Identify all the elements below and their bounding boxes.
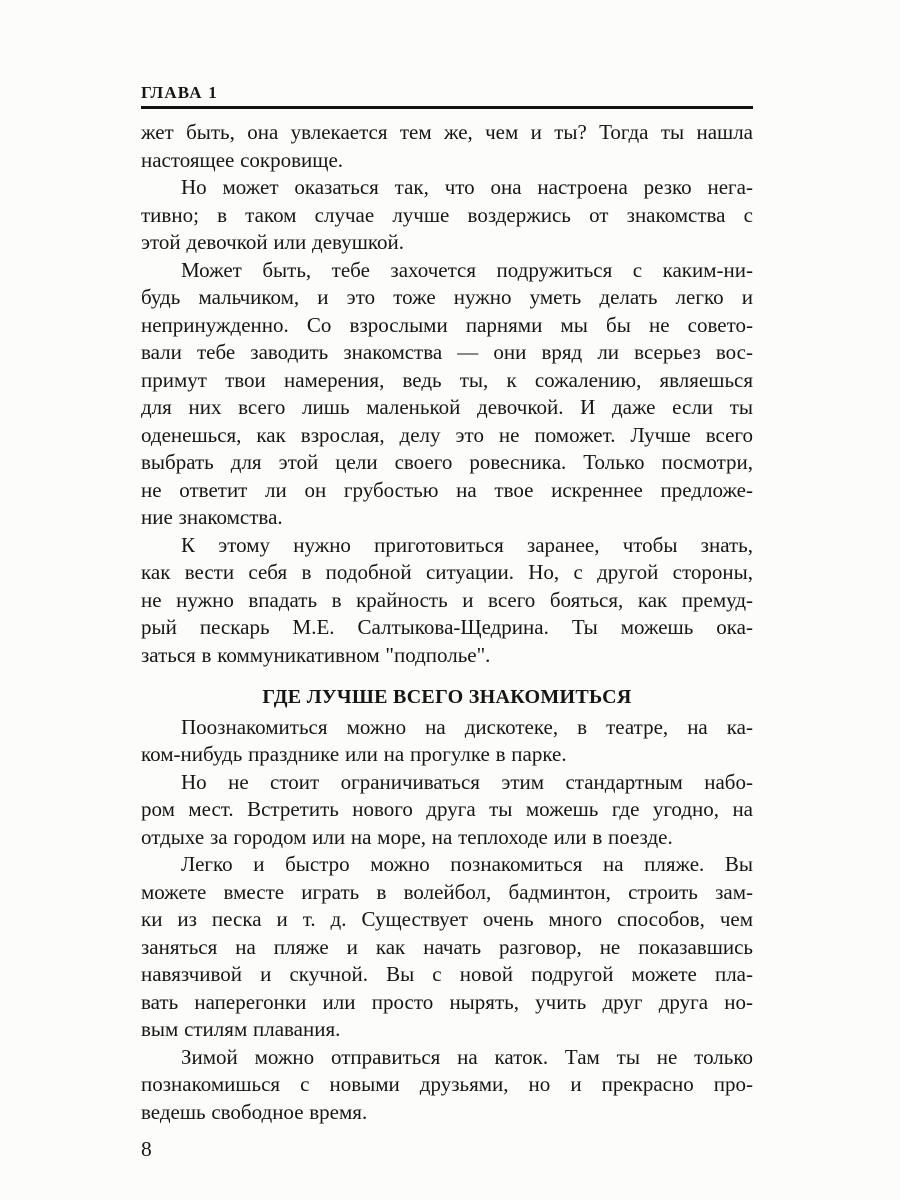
text-line: оденешься, как взрослая, делу это не поможет. Лучше всего	[141, 422, 753, 447]
text-line: этой девочкой или девушкой.	[141, 230, 405, 254]
text-line: ведешь свободное время.	[141, 1099, 368, 1124]
text-line: Легко и быстро можно познакомиться на пляже. Вы	[181, 852, 753, 876]
text-line: Поознакомиться можно на дискотеке, в театре, на ка-	[181, 714, 753, 739]
text-line: Зимой можно отправиться на каток. Там ты не только	[181, 1044, 753, 1069]
header-rule	[141, 106, 753, 109]
paragraph	[141, 257, 753, 532]
paragraph	[141, 532, 753, 670]
text-line: для них всего лишь маленькой девочкой. И даже если ты	[141, 395, 753, 419]
text-line: познакомишься с новыми друзьями, но и прекрасно про-	[141, 1072, 753, 1096]
text-line: вым стилям плавания.	[141, 1017, 341, 1041]
text-line: Но может оказаться так, что она настроена резко нега-	[181, 175, 753, 199]
text-line: примут твои намерения, ведь ты, к сожалению, являешься	[141, 367, 753, 392]
section-heading: ГДЕ ЛУЧШЕ ВСЕГО ЗНАКОМИТЬСЯ	[262, 686, 632, 708]
text-line: будь мальчиком, и это тоже нужно уметь делать легко и	[141, 285, 753, 309]
body-text	[141, 119, 753, 1126]
chapter-label: ГЛАВА 1	[141, 83, 218, 102]
text-line: вать наперегонки или просто нырять, учить друг друга но-	[141, 989, 753, 1014]
text-line: ние знакомства.	[141, 505, 283, 529]
text-line: не ответит ли он грубостью на твое искреннее предложе-	[141, 477, 753, 502]
text-line: К этому нужно приготовиться заранее, чтобы знать,	[181, 532, 753, 557]
text-line: рый пескарь М.Е. Салтыкова-Щедрина. Ты можешь ока-	[141, 615, 753, 639]
paragraph	[141, 119, 753, 174]
text-line: навязчивой и скучной. Вы с новой подругой можете пла-	[141, 962, 753, 986]
paragraph	[141, 714, 753, 769]
text-line: отдыхе за городом или на море, на теплоходе или в поезде.	[141, 824, 673, 849]
page-header	[141, 84, 753, 109]
text-line: ком-нибудь празднике или на прогулке в парке.	[141, 742, 567, 766]
text-line: заться в коммуникативном "подполье".	[141, 642, 491, 667]
text-line: можете вместе играть в волейбол, бадминтон, строить зам-	[141, 879, 753, 904]
paragraph	[141, 174, 753, 257]
text-line: ки из песка и т. д. Существует очень много способов, чем	[141, 907, 753, 931]
text-line: ром мест. Встретить нового друга ты можешь где угодно, на	[141, 797, 753, 821]
page-number: 8	[141, 1137, 152, 1161]
text-line: не нужно впадать в крайность и всего бояться, как премуд-	[141, 587, 753, 612]
text-line: выбрать для этой цели своего ровесника. Только посмотри,	[141, 450, 753, 474]
text-line: как вести себя в подобной ситуации. Но, с другой стороны,	[141, 560, 753, 584]
text-line: Может быть, тебе захочется подружиться с каким-ни-	[181, 257, 753, 282]
text-line: заняться на пляже и как начать разговор, не показавшись	[141, 934, 753, 959]
paragraph	[141, 1044, 753, 1127]
text-line: непринужденно. Со взрослыми парнями мы бы не совето-	[141, 312, 753, 337]
text-line: вали тебе заводить знакомства — они вряд ли всерьез вос-	[141, 340, 753, 364]
text-line: жет быть, она увлекается тем же, чем и ты? Тогда ты нашла	[141, 120, 753, 144]
paragraph	[141, 769, 753, 852]
text-line: тивно; в таком случае лучше воздержись от знакомства с	[141, 202, 753, 227]
text-line: Но не стоит ограничиваться этим стандартным набо-	[181, 769, 753, 794]
text-line: настоящее сокровище.	[141, 147, 344, 172]
paragraph	[141, 851, 753, 1044]
